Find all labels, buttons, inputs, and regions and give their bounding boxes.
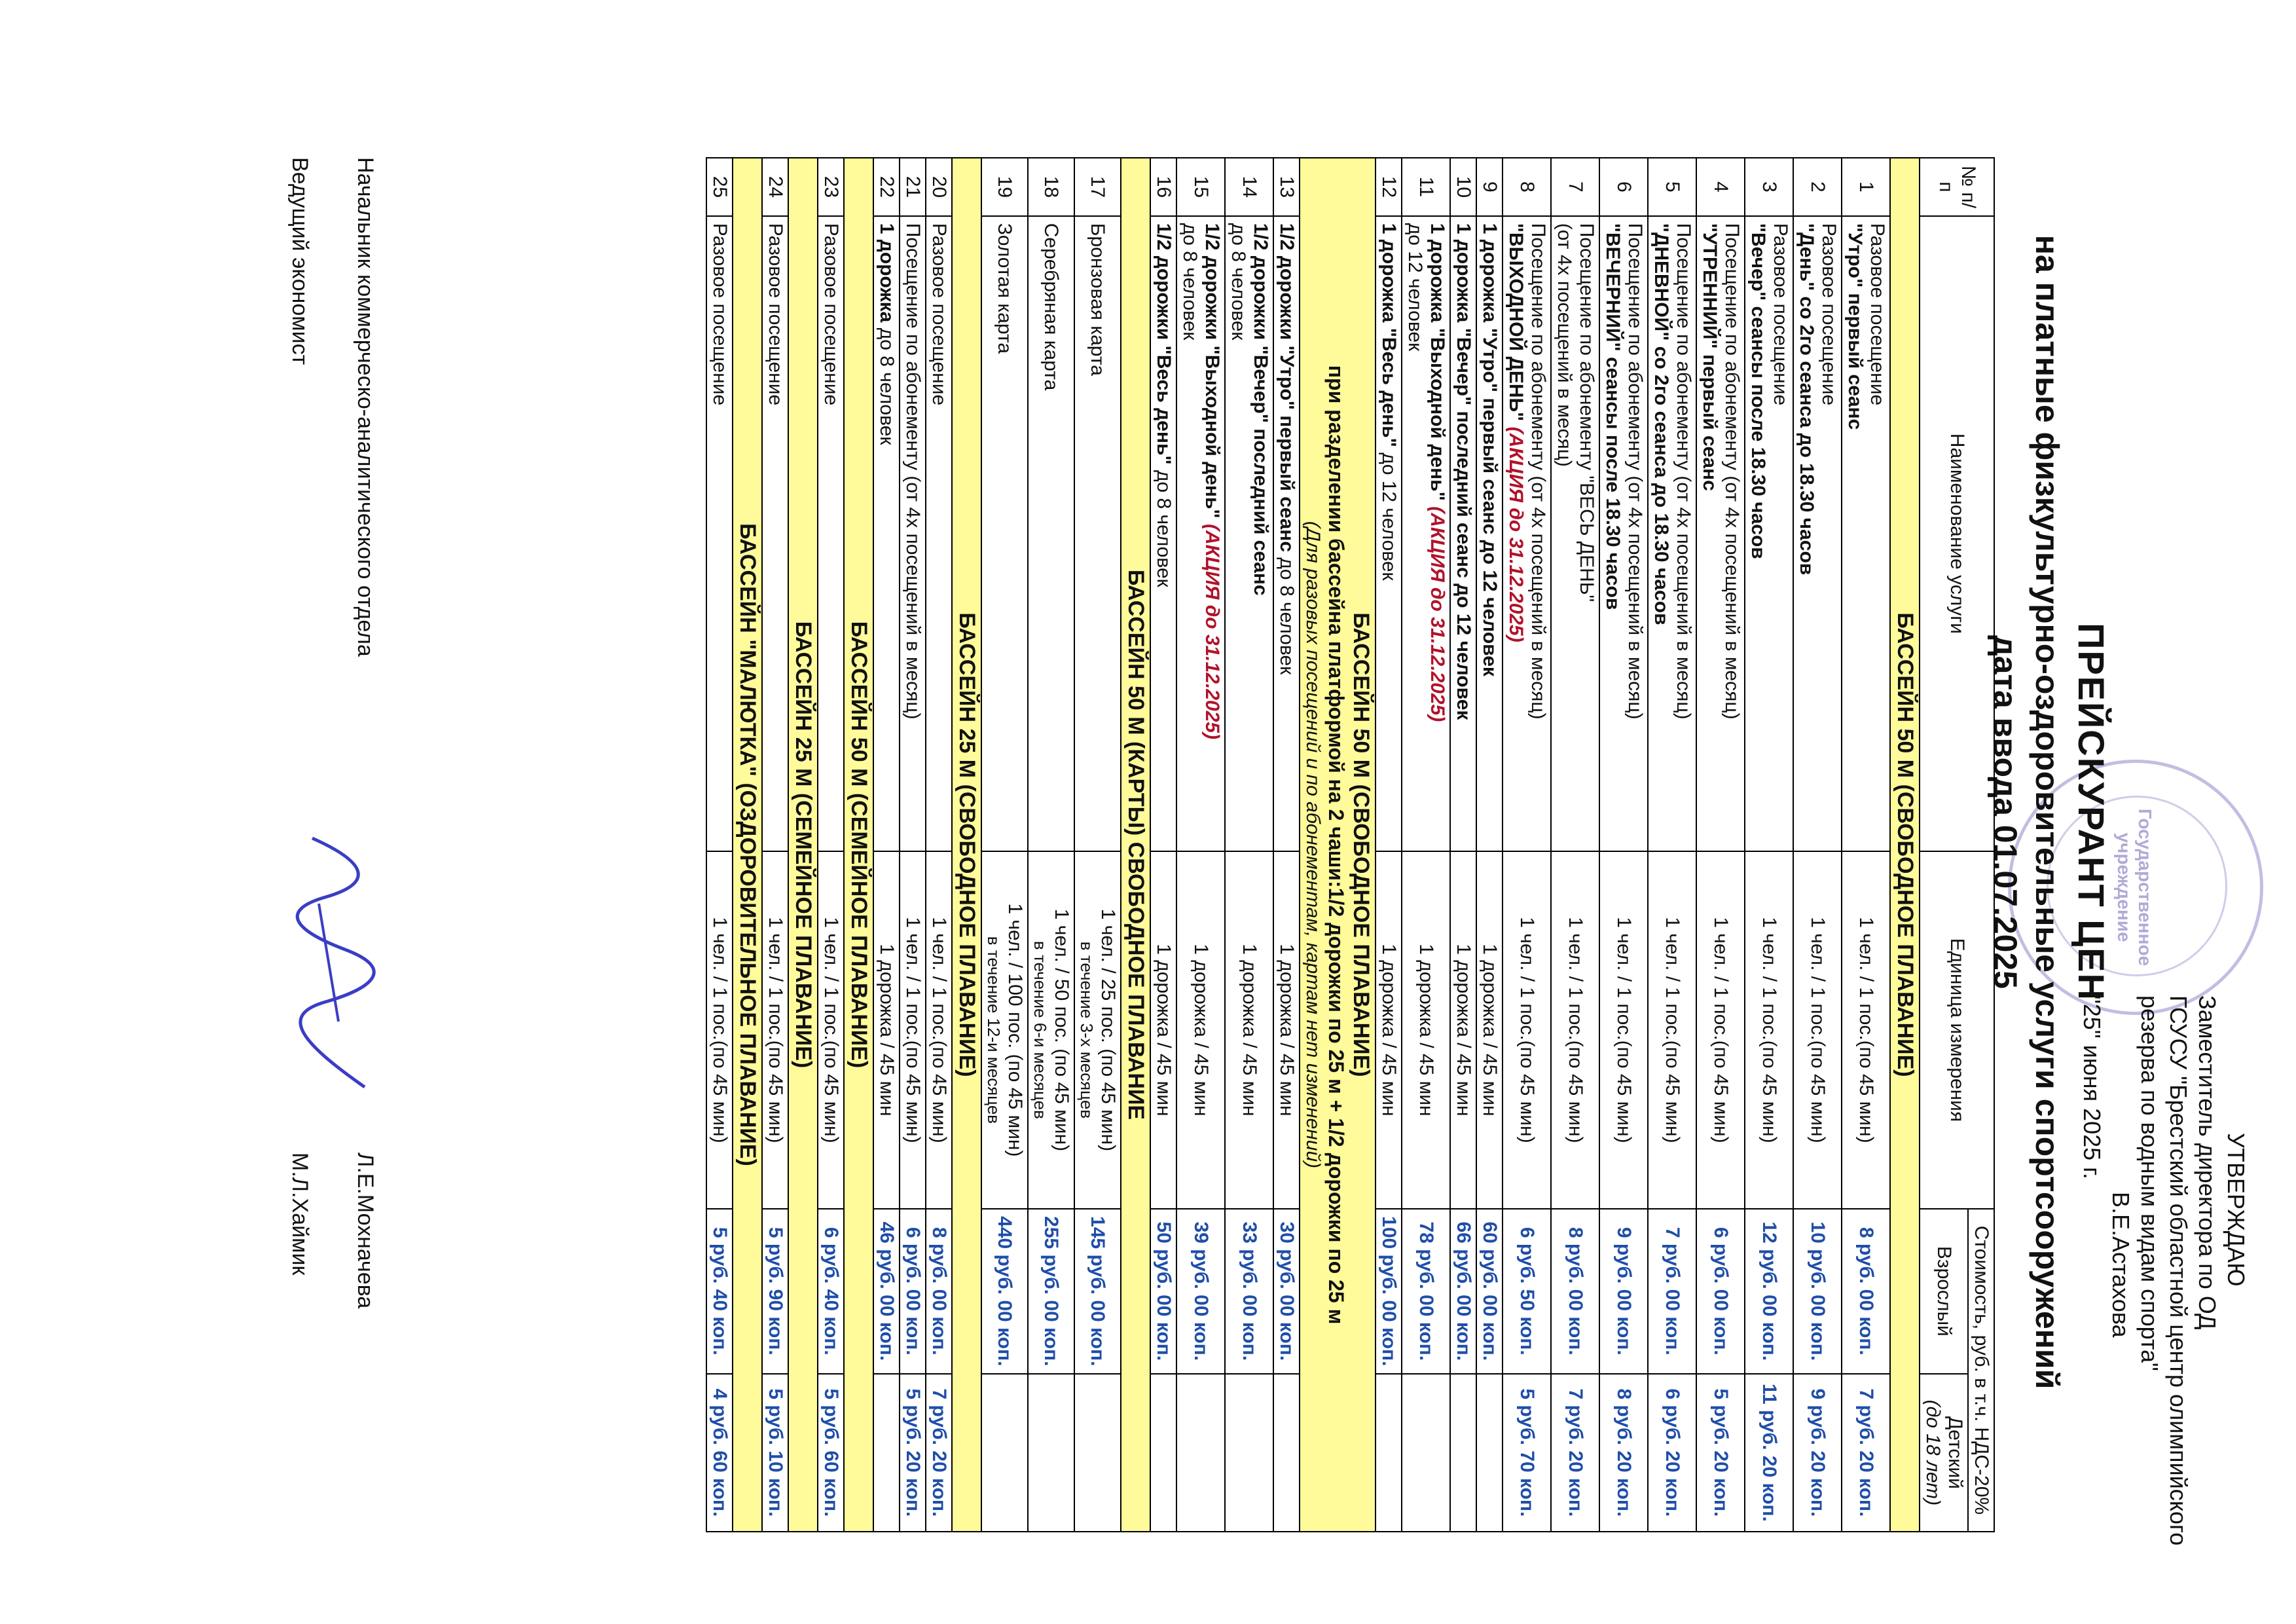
adult-price: 6 руб. 00 коп. (900, 1209, 926, 1374)
service-name-bold: (от 4х посещений в месяц) (1554, 223, 1575, 467)
section-row (952, 158, 981, 1532)
child-price: 7 руб. 20 коп. (1551, 1374, 1599, 1532)
service-name-cell (1793, 216, 1842, 851)
service-name-line: Серебряная карта (1040, 223, 1063, 391)
service-name-main (1426, 223, 1448, 844)
table-row (1028, 158, 1074, 1532)
table-row (1745, 158, 1793, 1532)
service-name-line: Посещение по абонементу (от 4х посещений в месяц) (902, 223, 924, 720)
adult-price: 6 руб. 50 коп. (1503, 1209, 1551, 1374)
adult-price: 5 руб. 90 коп. (762, 1209, 788, 1374)
adult-price: 50 руб. 00 коп. (1150, 1209, 1176, 1374)
row-number: 16 (1150, 158, 1176, 216)
section-row (733, 158, 762, 1532)
service-name-cell (1028, 216, 1074, 851)
price-table (706, 157, 1995, 1532)
signature-position: Начальник коммерческо-аналитического отдела (353, 157, 378, 657)
handwritten-signature (286, 825, 384, 1100)
section-title-cell (1890, 158, 1920, 1532)
document-header (1987, 0, 2276, 1624)
row-number: 13 (1273, 158, 1300, 216)
unit-cell (1225, 851, 1273, 1209)
header-child-note: (до 18 лет) (1922, 1399, 1944, 1506)
service-name-cell (1225, 216, 1273, 851)
service-name-bold: 1 дорожка "Утро" первый сеанс до 12 человек (1479, 223, 1501, 676)
service-name-main (1504, 223, 1527, 844)
table-row (900, 158, 926, 1532)
service-name-bold: "ДНЕВНОЙ" со 2го сеанса до 18.30 часов (1650, 223, 1672, 625)
row-number: 17 (1074, 158, 1121, 216)
row-number: 12 (1376, 158, 1402, 216)
unit-cell (873, 851, 900, 1209)
child-price (981, 1374, 1028, 1532)
adult-price: 12 руб. 00 коп. (1745, 1209, 1793, 1374)
child-price: 5 руб. 70 коп. (1503, 1374, 1551, 1532)
section-row (1890, 158, 1920, 1532)
service-name-main (1452, 223, 1474, 844)
child-price (1476, 1374, 1503, 1532)
row-number: 18 (1028, 158, 1074, 216)
table-body (706, 158, 1920, 1532)
promo-label: (АКЦИЯ до 31.12.2025) (1201, 523, 1223, 740)
row-number: 6 (1599, 158, 1648, 216)
service-name-bold: 1/2 дорожки "Вечер" последний сеанс (1250, 223, 1271, 596)
unit-text: 1 чел. / 1 пос.(по 45 мин) (1710, 917, 1732, 1143)
unit-text: 1 чел. / 1 пос.(по 45 мин) (902, 917, 924, 1143)
child-price (1450, 1374, 1476, 1532)
unit-cell (981, 851, 1028, 1209)
child-price: 8 руб. 20 коп. (1599, 1374, 1648, 1532)
header-unit: Единица измерения (1920, 851, 1994, 1209)
promo-label: (АКЦИЯ до 31.12.2025) (1505, 426, 1527, 642)
unit-cell (1402, 851, 1450, 1209)
service-name-cell (1150, 216, 1176, 851)
service-name-line: Разовое посещение (928, 223, 950, 406)
section-title-cell (952, 158, 981, 1532)
section-title: БАССЕЙН 50 М (СВОБОДНОЕ ПЛАВАНИЕ) (1349, 612, 1374, 1077)
title-block (1986, 0, 2113, 1624)
unit-text: 1 дорожка / 45 мин (1190, 944, 1212, 1116)
service-name-main (875, 223, 898, 844)
header-child (1920, 1374, 1968, 1532)
signature-name: Л.Е.Мохначева (353, 1153, 378, 1309)
table-row (818, 158, 844, 1532)
child-price: 7 руб. 20 коп. (1842, 1374, 1890, 1532)
adult-price: 10 руб. 00 коп. (1793, 1209, 1842, 1374)
service-name-line: Золотая карта (994, 223, 1016, 354)
child-price (1150, 1374, 1176, 1532)
unit-cell (1842, 851, 1890, 1209)
table-row (1074, 158, 1121, 1532)
unit-text: 1 чел. / 1 пос.(по 45 мин) (1855, 917, 1877, 1143)
service-name-cell (873, 216, 900, 851)
service-name-line: Разовое посещение (1770, 223, 1791, 406)
unit-text: 1 чел. / 1 пос.(по 45 мин) (1758, 917, 1780, 1143)
signature-position: Ведущий экономист (287, 157, 312, 365)
child-price: 5 руб. 20 коп. (1696, 1374, 1745, 1532)
row-number: 4 (1696, 158, 1745, 216)
service-name-cell (1074, 216, 1121, 851)
service-name-line: Бронзовая карта (1087, 223, 1109, 376)
adult-price: 33 руб. 00 коп. (1225, 1209, 1273, 1374)
child-price (1028, 1374, 1074, 1532)
unit-cell (900, 851, 926, 1209)
service-name-line: до 12 человек (1404, 223, 1426, 352)
row-number: 3 (1745, 158, 1793, 216)
section-title-cell (1121, 158, 1150, 1532)
service-name-cell (1648, 216, 1696, 851)
unit-text: 1 чел. / 25 пос. (по 45 мин) (1097, 908, 1119, 1152)
service-name-cell (762, 216, 788, 851)
service-name-main (1249, 223, 1271, 844)
table-row (1150, 158, 1176, 1532)
table-row (1793, 158, 1842, 1532)
table-row (873, 158, 900, 1532)
table-row (926, 158, 952, 1532)
table-row (1503, 158, 1551, 1532)
unit-text: 1 дорожка / 45 мин (876, 944, 898, 1116)
service-name-cell (818, 216, 844, 851)
row-number: 19 (981, 158, 1028, 216)
unit-cell (1028, 851, 1074, 1209)
unit-text: 1 чел. / 50 пос. (по 45 мин) (1051, 908, 1072, 1152)
section-title: БАССЕЙН 50 М (КАРТЫ) СВОБОДНОЕ ПЛАВАНИЕ (1123, 569, 1148, 1120)
service-name-line: до 8 человек (1179, 223, 1201, 341)
unit-cell (1696, 851, 1745, 1209)
unit-cell (1503, 851, 1551, 1209)
service-name-line: Разовое посещение (765, 223, 786, 406)
unit-period: в течение 12-и месяцев (984, 936, 1004, 1124)
signature-name: М.Л.Хаймик (287, 1153, 312, 1276)
row-number: 24 (762, 158, 788, 216)
service-name-line: Разовое посещение (1867, 223, 1888, 406)
adult-price: 7 руб. 00 коп. (1648, 1209, 1696, 1374)
unit-text: 1 дорожка / 45 мин (1479, 944, 1501, 1116)
child-price: 9 руб. 20 коп. (1793, 1374, 1842, 1532)
unit-text: 1 чел. / 100 пос. (по 45 мин) (1004, 903, 1026, 1157)
child-price: 5 руб. 20 коп. (900, 1374, 926, 1532)
service-name-line: Разовое посещение (1818, 223, 1840, 406)
service-name-main (1377, 223, 1400, 844)
section-title: БАССЕЙН "МАЛЮТКА" (ОЗДОРОВИТЕЛЬНОЕ ПЛАВАНИЕ) (735, 523, 760, 1166)
section-row (1121, 158, 1150, 1532)
adult-price: 46 руб. 00 коп. (873, 1209, 900, 1374)
adult-price: 255 руб. 00 коп. (1028, 1209, 1074, 1374)
service-name-bold: "ВЕЧЕРНИЙ" сеансы после 18.30 часов (1602, 223, 1624, 610)
child-price: 11 руб. 20 коп. (1745, 1374, 1793, 1532)
child-price: 5 руб. 60 коп. (818, 1374, 844, 1532)
child-price (1074, 1374, 1121, 1532)
service-name-cell (1476, 216, 1503, 851)
unit-text: 1 чел. / 1 пос.(по 45 мин) (709, 917, 731, 1143)
child-price (1273, 1374, 1300, 1532)
service-name-line: Посещение по абонементу (от 4х посещений в месяц) (1624, 223, 1646, 720)
service-name-cell (1696, 216, 1745, 851)
table-row (1376, 158, 1402, 1532)
document-subtitle: на платные физкультурно-оздоровительные услуги спортсооружений (2029, 234, 2066, 1390)
section-title: БАССЕЙН 25 М (СЕМЕЙНОЕ ПЛАВАНИЕ) (791, 621, 816, 1069)
header-child-label: Детский (1944, 1416, 1966, 1489)
service-name-cell (1376, 216, 1402, 851)
service-name-main (1275, 223, 1298, 844)
row-number: 15 (1176, 158, 1225, 216)
row-number: 25 (706, 158, 733, 216)
service-name-line: Разовое посещение (820, 223, 842, 406)
service-name-bold: 1/2 дорожки "Утро" первый сеанс (1276, 223, 1298, 553)
unit-period: в течение 3-х месяцев (1077, 941, 1097, 1119)
unit-cell (1176, 851, 1225, 1209)
row-number: 8 (1503, 158, 1551, 216)
service-name-bold: 1 дорожка "Весь день" (1378, 223, 1400, 447)
row-number: 14 (1225, 158, 1273, 216)
section-row (788, 158, 818, 1532)
service-name-cell (1402, 216, 1450, 851)
child-price (1176, 1374, 1225, 1532)
adult-price: 6 руб. 40 коп. (818, 1209, 844, 1374)
row-number: 11 (1402, 158, 1450, 216)
service-name-main (1795, 223, 1817, 844)
unit-text: 1 чел. / 1 пос.(по 45 мин) (928, 917, 950, 1143)
service-name-line: Посещение по абонементу (от 4х посещений в месяц) (1721, 223, 1743, 720)
header-adult: Взрослый (1920, 1209, 1968, 1374)
table-row (1476, 158, 1503, 1532)
row-number: 1 (1842, 158, 1890, 216)
header-num: № п/п (1920, 158, 1994, 216)
section-title: БАССЕЙН 50 М (СВОБОДНОЕ ПЛАВАНИЕ) (1893, 612, 1918, 1077)
adult-price: 30 руб. 00 коп. (1273, 1209, 1300, 1374)
unit-text: 1 чел. / 1 пос.(по 45 мин) (1565, 917, 1586, 1143)
service-name-line: Посещение по абонементу (от 4х посещений в месяц) (1527, 223, 1549, 720)
child-price (1402, 1374, 1450, 1532)
service-name-tail: до 12 человек (1378, 447, 1400, 581)
section-row (1300, 158, 1376, 1532)
unit-cell (1551, 851, 1599, 1209)
stamp-text: Государственное учреждение (2114, 808, 2155, 967)
unit-cell (1476, 851, 1503, 1209)
unit-cell (1793, 851, 1842, 1209)
unit-cell (1599, 851, 1648, 1209)
child-price: 4 руб. 60 коп. (706, 1374, 733, 1532)
approval-line-1: Заместитель директора по ОД (2194, 995, 2221, 1330)
approval-line-3: резерва по водным видам спорта" (2136, 995, 2163, 1371)
section-title-cell (733, 158, 762, 1532)
service-name-main (1650, 223, 1672, 844)
unit-cell (1745, 851, 1793, 1209)
unit-cell (1648, 851, 1696, 1209)
signatures-block (116, 157, 378, 1532)
table-row (1176, 158, 1225, 1532)
unit-cell (1150, 851, 1176, 1209)
row-number: 21 (900, 158, 926, 216)
child-price (873, 1374, 900, 1532)
service-name-bold: 1 дорожка "Выходной день" (1427, 223, 1448, 501)
service-name-cell (900, 216, 926, 851)
row-number: 10 (1450, 158, 1476, 216)
section-title: БАССЕЙН 25 М (СВОБОДНОЕ ПЛАВАНИЕ) (955, 612, 979, 1077)
table-row (981, 158, 1028, 1532)
table-row (762, 158, 788, 1532)
unit-text: 1 дорожка / 45 мин (1415, 944, 1437, 1116)
adult-price: 78 руб. 00 коп. (1402, 1209, 1450, 1374)
table-row (1450, 158, 1476, 1532)
child-price: 5 руб. 10 коп. (762, 1374, 788, 1532)
approval-date: "25" июня 2025 г. (2079, 995, 2105, 1179)
table-row (1696, 158, 1745, 1532)
table-row (1225, 158, 1273, 1532)
unit-cell (706, 851, 733, 1209)
header-name: Наименование услуги (1920, 216, 1994, 851)
approval-name: В.Е.Астахова (2107, 1192, 2134, 1338)
section-note: (Для разовых посещений и по абонементам, картам нет изменений) (1302, 521, 1324, 1169)
service-name-bold: 1/2 дорожки "Весь день" (1153, 223, 1175, 465)
section-subtitle: при разделении бассейна платформой на 2 чаши:1/2 дорожки по 25 м + 1/2 дорожки по 25 м (1324, 365, 1348, 1325)
service-name-main (1601, 223, 1624, 844)
service-name-cell (1842, 216, 1890, 851)
service-name-line: Посещение по абонементу (от 4х посещений в месяц) (1673, 223, 1694, 720)
section-title: БАССЕЙН 50 М (СЕМЕЙНОЕ ПЛАВАНИЕ) (847, 621, 871, 1069)
service-name-bold: 1/2 дорожки "Выходной день" (1201, 223, 1223, 519)
adult-price: 39 руб. 00 коп. (1176, 1209, 1225, 1374)
service-name-bold: "УТРЕННИЙ" первый сеанс (1699, 223, 1721, 491)
unit-text: 1 чел. / 1 пос.(по 45 мин) (1807, 917, 1829, 1143)
service-name-line: до 8 человек (1228, 223, 1249, 341)
row-number: 2 (1793, 158, 1842, 216)
table-row (1273, 158, 1300, 1532)
adult-price: 8 руб. 00 коп. (1551, 1209, 1599, 1374)
unit-text: 1 дорожка / 45 мин (1378, 944, 1400, 1116)
row-number: 5 (1648, 158, 1696, 216)
promo-label: (АКЦИЯ до 31.12.2025) (1427, 506, 1448, 722)
unit-cell (1074, 851, 1121, 1209)
table-row (1402, 158, 1450, 1532)
row-number: 23 (818, 158, 844, 216)
unit-text: 1 дорожка / 45 мин (1276, 944, 1298, 1116)
service-name-main (1553, 223, 1575, 844)
section-title-cell (1300, 158, 1376, 1532)
service-name-main (1201, 223, 1223, 844)
row-number: 22 (873, 158, 900, 216)
service-name-main (1478, 223, 1501, 844)
unit-cell (762, 851, 788, 1209)
adult-price: 9 руб. 00 коп. (1599, 1209, 1648, 1374)
service-name-line: Посещение по абонементу "ВЕСЬ ДЕНЬ" (1576, 223, 1597, 602)
unit-cell (1273, 851, 1300, 1209)
service-name-bold: "Утро" первый сеанс (1844, 223, 1866, 430)
unit-text: 1 чел. / 1 пос.(по 45 мин) (765, 917, 786, 1143)
child-price (1376, 1374, 1402, 1532)
service-name-tail: до 8 человек (1153, 464, 1175, 587)
row-number: 7 (1551, 158, 1599, 216)
table-row (1551, 158, 1599, 1532)
service-name-cell (706, 216, 733, 851)
service-name-cell (926, 216, 952, 851)
child-price: 7 руб. 20 коп. (926, 1374, 952, 1532)
service-name-main (1747, 223, 1769, 844)
row-number: 20 (926, 158, 952, 216)
document-title: ПРЕЙСКУРАНТ ЦЕН (2071, 623, 2112, 1001)
unit-text: 1 дорожка / 45 мин (1153, 944, 1175, 1116)
service-name-bold: "День" со 2го сеанса до 18.30 часов (1796, 223, 1817, 576)
approval-title: УТВЕРЖДАЮ (2223, 1133, 2250, 1287)
table-header-row (1968, 158, 1994, 1532)
service-name-main (1844, 223, 1866, 844)
adult-price: 440 руб. 00 коп. (981, 1209, 1028, 1374)
service-name-main (1698, 223, 1721, 844)
unit-text: 1 чел. / 1 пос.(по 45 мин) (1613, 917, 1635, 1143)
unit-cell (818, 851, 844, 1209)
service-name-cell (1551, 216, 1599, 851)
service-name-cell (1503, 216, 1551, 851)
service-name-cell (1745, 216, 1793, 851)
table-row (706, 158, 733, 1532)
service-name-bold: 1 дорожка "Вечер" последний сеанс до 12 человек (1453, 223, 1474, 720)
child-price: 6 руб. 20 коп. (1648, 1374, 1696, 1532)
adult-price: 6 руб. 00 коп. (1696, 1209, 1745, 1374)
document-date-line: дата ввода 01.07.2025 (1987, 635, 2024, 989)
section-title-cell (844, 158, 873, 1532)
adult-price: 60 руб. 00 коп. (1476, 1209, 1503, 1374)
adult-price: 5 руб. 40 коп. (706, 1209, 733, 1374)
row-number: 9 (1476, 158, 1503, 216)
service-name-bold: 1 дорожка (876, 223, 898, 323)
adult-price: 100 руб. 00 коп. (1376, 1209, 1402, 1374)
adult-price: 145 руб. 00 коп. (1074, 1209, 1121, 1374)
unit-text: 1 дорожка / 45 мин (1453, 944, 1474, 1116)
header-cost: Стоимость, руб. в т.ч. НДС-20% (1968, 1209, 1994, 1532)
unit-text: 1 чел. / 1 пос.(по 45 мин) (1662, 917, 1683, 1143)
unit-cell (1450, 851, 1476, 1209)
service-name-cell (1273, 216, 1300, 851)
section-title-cell (788, 158, 818, 1532)
service-name-cell (1599, 216, 1648, 851)
service-name-tail: до 8 человек (1276, 552, 1298, 675)
adult-price: 8 руб. 00 коп. (1842, 1209, 1890, 1374)
service-name-cell (981, 216, 1028, 851)
approval-line-2: ГСУСУ "Брестский областной центр олимпийского (2165, 995, 2192, 1546)
unit-cell (926, 851, 952, 1209)
table-row (1648, 158, 1696, 1532)
unit-text: 1 чел. / 1 пос.(по 45 мин) (1516, 917, 1538, 1143)
unit-text: 1 дорожка / 45 мин (1239, 944, 1260, 1116)
child-price (1225, 1374, 1273, 1532)
unit-cell (1376, 851, 1402, 1209)
table-row (1842, 158, 1890, 1532)
adult-price: 66 руб. 00 коп. (1450, 1209, 1476, 1374)
adult-price: 8 руб. 00 коп. (926, 1209, 952, 1374)
service-name-tail: до 8 человек (876, 322, 898, 445)
service-name-cell (1450, 216, 1476, 851)
unit-text: 1 чел. / 1 пос.(по 45 мин) (820, 917, 842, 1143)
unit-period: в течение 6-и месяцев (1030, 940, 1050, 1119)
service-name-cell (1176, 216, 1225, 851)
service-name-main (1152, 223, 1175, 844)
table-row (1599, 158, 1648, 1532)
section-row (844, 158, 873, 1532)
service-name-line: Разовое посещение (709, 223, 731, 406)
service-name-bold: "ВЫХОДНОЙ ДЕНЬ" (1505, 223, 1527, 422)
service-name-bold: "Вечер" сеансы после 18.30 часов (1747, 223, 1769, 559)
